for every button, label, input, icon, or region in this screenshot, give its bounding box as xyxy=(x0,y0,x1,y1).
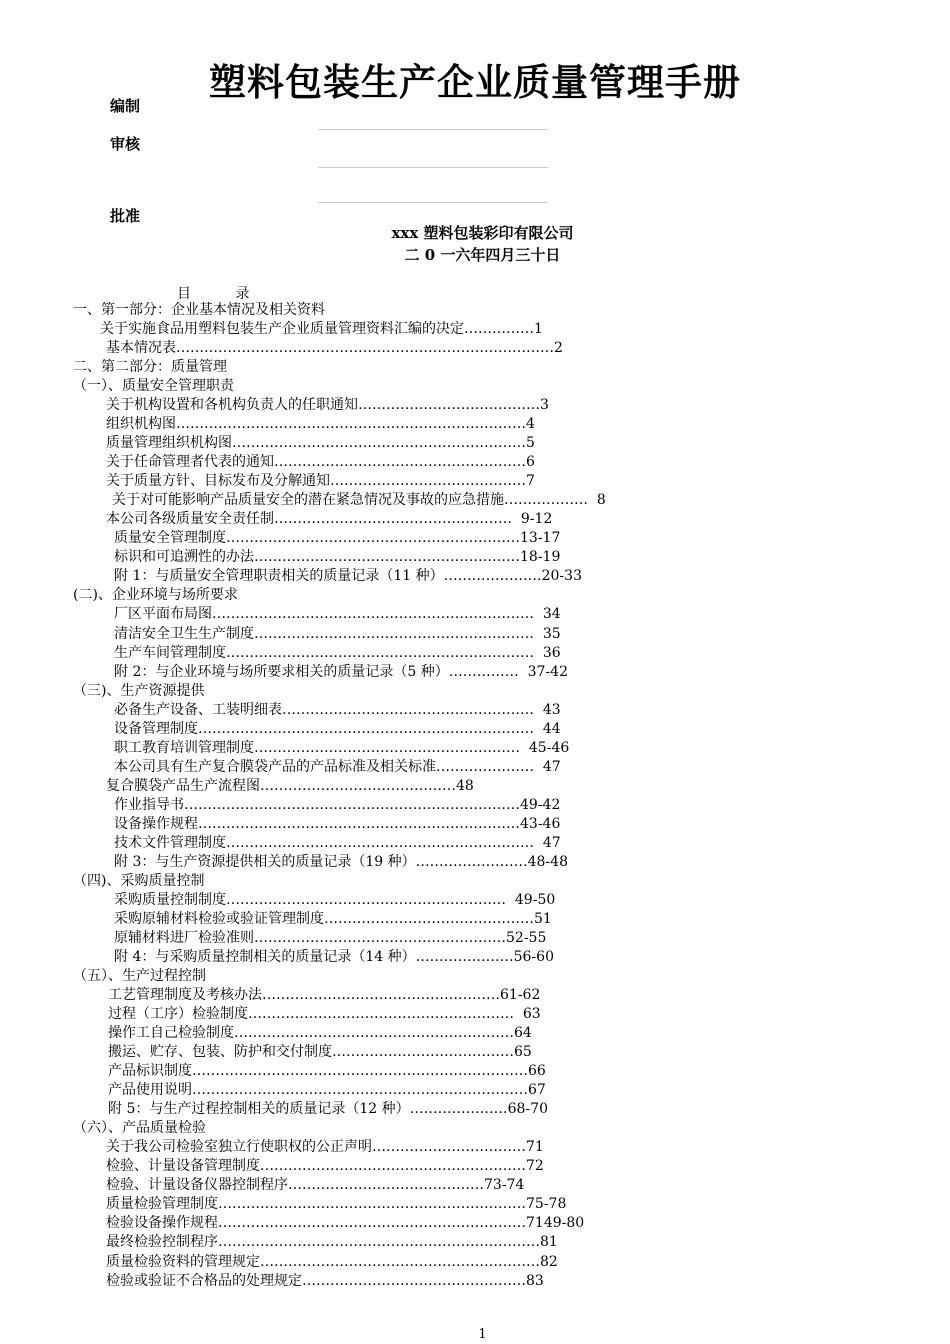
compile-label: 编制 xyxy=(110,97,141,115)
toc-entry: （六）、产品质量检验 xyxy=(73,1120,206,1137)
company-name: xxx 塑料包装彩印有限公司 xyxy=(391,224,574,242)
toc-entry: 产品标识制度………………………………………………………………66 xyxy=(108,1063,546,1080)
toc-entry: 最终检验控制程序……………………………………………………………81 xyxy=(106,1234,558,1251)
toc-entry: 过程（工序）检验制度………………………………………………… 63 xyxy=(108,1006,541,1023)
review-label: 审核 xyxy=(110,135,141,153)
toc-entry: 设备操作规程……………………………………………………………43-46 xyxy=(114,815,561,832)
toc-entry: （一）、质量安全管理职责 xyxy=(73,378,234,395)
toc-entry: 本公司具有生产复合膜袋产品的产品标准及相关标准………………… 47 xyxy=(114,758,561,775)
toc-entry: 采购原辅材料检验或验证管理制度………………………………………51 xyxy=(114,910,552,927)
toc-entry: 组织机构图…………………………………………………………………4 xyxy=(106,416,535,433)
toc-entry: 检验、计量设备管理制度…………………………………………………72 xyxy=(106,1158,544,1175)
toc-entry: 关于任命管理者代表的通知………………………………………………6 xyxy=(106,454,535,471)
toc-entry: 原辅材料进厂检验准则………………………………………………52-55 xyxy=(114,929,547,946)
toc-entry: 附 2：与企业环境与场所要求相关的质量记录（5 种）…………… 37-42 xyxy=(114,663,568,680)
toc-entry: 附 5：与生产过程控制相关的质量记录（12 种）…………………68-70 xyxy=(108,1101,548,1118)
toc-entry: (二)、企业环境与场所要求 xyxy=(73,587,238,604)
signature-line xyxy=(318,167,548,168)
toc-entry: 技术文件管理制度………………………………………………………… 47 xyxy=(114,834,561,851)
toc-entry: 必备生产设备、工装明细表……………………………………………… 43 xyxy=(114,701,561,718)
toc-entry: 质量管理组织机构图………………………………………………………5 xyxy=(106,435,535,452)
toc-entry: 关于实施食品用塑料包装生产企业质量管理资料汇编的决定……………1 xyxy=(100,321,543,338)
toc-entry: 一、第一部分：企业基本情况及相关资料 xyxy=(73,302,325,318)
toc-entry: 附 3：与生产资源提供相关的质量记录（19 种）……………………48-48 xyxy=(114,853,568,870)
toc-entry: 职工教育培训管理制度………………………………………………… 45-46 xyxy=(114,739,570,756)
toc-entry: 关于对可能影响产品质量安全的潜在紧急情况及事故的应急措施……………… 8 xyxy=(112,492,606,509)
toc-heading: 目 录 xyxy=(177,286,250,302)
toc-entry: 作业指导书………………………………………………………………49-42 xyxy=(114,796,561,813)
toc-entry: 关于质量方针、目标发布及分解通知……………………………………7 xyxy=(106,473,535,490)
toc-entry: 工艺管理制度及考核办法……………………………………………61-62 xyxy=(108,987,541,1004)
toc-entry: 基本情况表………………………………………………………………………2 xyxy=(106,340,563,357)
toc-entry: 质量安全管理制度………………………………………………………13-17 xyxy=(114,530,561,547)
toc-entry: 检验或验证不合格品的处理规定…………………………………………83 xyxy=(106,1272,544,1289)
toc-entry: 生产车间管理制度………………………………………………………… 36 xyxy=(114,644,561,661)
document-title: 塑料包装生产企业质量管理手册 xyxy=(209,61,741,104)
toc-entry: 附 1：与质量安全管理职责相关的质量记录（11 种）…………………20-33 xyxy=(114,568,582,585)
toc-entry: 清洁安全卫生生产制度…………………………………………………… 35 xyxy=(114,625,561,642)
page-number: 1 xyxy=(478,1327,487,1342)
toc-entry: 本公司各级质量安全责任制…………………………………………… 9-12 xyxy=(106,511,553,528)
toc-entry: 采购质量控制制度…………………………………………………… 49-50 xyxy=(114,891,556,908)
toc-entry: 操作工自己检验制度……………………………………………………64 xyxy=(108,1025,532,1042)
approve-label: 批准 xyxy=(110,207,141,225)
toc-entry: 复合膜袋产品生产流程图……………………………………48 xyxy=(106,777,474,794)
document-date: 二 0 一六年四月三十日 xyxy=(404,246,561,264)
toc-entry: （四)、采购质量控制 xyxy=(73,872,205,889)
toc-entry: 标识和可追溯性的办法…………………………………………………18-19 xyxy=(114,549,561,566)
toc-entry: 关于我公司检验室独立行使职权的公正声明……………………………71 xyxy=(106,1139,544,1156)
toc-entry: 二、第二部分：质量管理 xyxy=(73,359,227,376)
signature-line xyxy=(318,202,548,203)
toc-entry: 质量检验资料的管理规定……………………………………………………82 xyxy=(106,1253,558,1270)
toc-entry: 产品使用说明………………………………………………………………67 xyxy=(108,1082,546,1099)
toc-entry: （三)、生产资源提供 xyxy=(73,682,205,699)
toc-entry: 厂区平面布局图…………………………………………………………… 34 xyxy=(114,606,561,623)
toc-entry: 附 4：与采购质量控制相关的质量记录（14 种）…………………56-60 xyxy=(114,949,554,966)
toc-entry: 检验设备操作规程…………………………………………………………7149-80 xyxy=(106,1215,585,1232)
signature-line xyxy=(318,129,548,130)
toc-entry: 搬运、贮存、包装、防护和交付制度…………………………………65 xyxy=(108,1044,532,1061)
toc-entry: 设备管理制度……………………………………………………………… 44 xyxy=(114,720,561,737)
toc-entry: 检验、计量设备仪器控制程序……………………………………73-74 xyxy=(106,1177,525,1194)
toc-entry: 关于机构设置和各机构负责人的任职通知…………………………………3 xyxy=(106,397,549,414)
toc-entry: （五）、生产过程控制 xyxy=(73,968,206,985)
toc-entry: 质量检验管理制度…………………………………………………………75-78 xyxy=(106,1196,567,1213)
